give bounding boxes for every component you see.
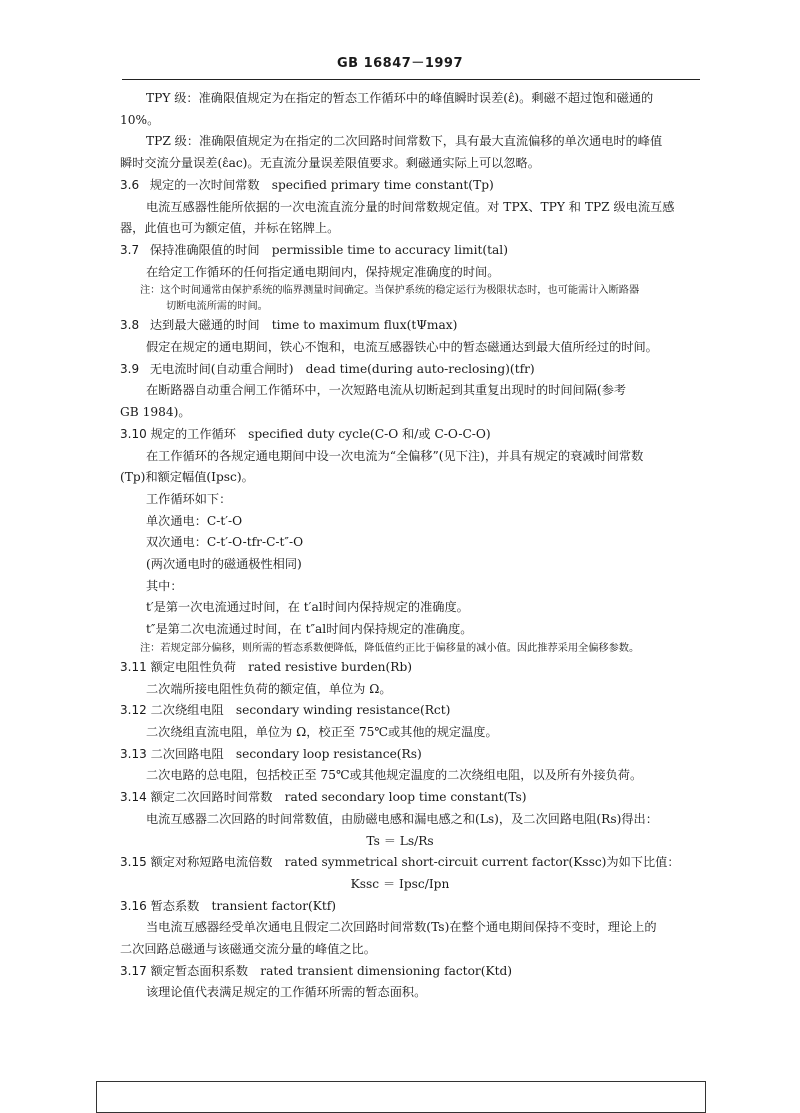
- body-line: [120, 597, 680, 619]
- body-line: [120, 554, 680, 576]
- note-block-1: [120, 283, 680, 315]
- body-text: 10%。: [120, 112, 160, 127]
- section-title: 规定的一次时间常数 specified primary time constant(Tp): [149, 177, 494, 192]
- body-text: TPY 级：准确限值规定为在指定的暂态工作循环中的峰值瞬时误差(ε̂)。剩磁不超过饱和磁通的: [146, 91, 654, 105]
- section-number: 3.11: [120, 659, 147, 674]
- body-line: [120, 722, 680, 744]
- body-line: [120, 88, 680, 110]
- block-5: [120, 896, 680, 1005]
- body-text: 单次通电：C-t′-O: [146, 513, 243, 528]
- body-text: 电流互感器性能所依据的一次电流直流分量的时间常数规定值。对 TPX、TPY 和 TPZ 级电流互感: [146, 199, 675, 214]
- section-title: 暂态系数 transient factor(Ktf): [150, 898, 337, 913]
- note-line: 切断电流所需的时间。: [166, 301, 268, 313]
- body-text: 其中：: [146, 578, 183, 593]
- body-text: 当电流互感器经受单次通电且假定二次回路时间常数(Ts)在整个通电期间保持不变时，理论上的: [146, 920, 657, 935]
- body-text: (Tp)和额定幅值(Ipsc)。: [120, 470, 254, 485]
- block-4: [120, 852, 680, 874]
- body-line: [120, 337, 680, 359]
- block-1: [120, 88, 680, 283]
- section-heading: [120, 657, 680, 679]
- formula-ts: Ts ＝ Ls/Rs: [366, 833, 434, 848]
- body-text: t′是第一次电流通过时间，在 t′al时间内保持规定的准确度。: [146, 600, 469, 615]
- section-heading: [120, 787, 680, 809]
- section-heading: [120, 175, 680, 197]
- body-text: (两次通电时的磁通极性相同): [146, 557, 302, 572]
- body-text: t″是第二次电流通过时间，在 t″al时间内保持规定的准确度。: [146, 622, 473, 637]
- body-text: 二次电路的总电阻，包括校正至 75℃或其他规定温度的二次绕组电阻，以及所有外接负荷。: [146, 768, 643, 783]
- section-title: 保持准确限值的时间 permissible time to accuracy limit(tal): [149, 242, 508, 257]
- section-heading: [120, 700, 680, 722]
- section-title: 额定二次回路时间常数 rated secondary loop time constant(Ts): [150, 790, 527, 805]
- body-line: [120, 380, 680, 402]
- section-heading: [120, 852, 680, 874]
- section-number: 3.6: [120, 177, 140, 192]
- section-title: 额定暂态面积系数 rated transient dimensioning factor(Ktd): [150, 963, 513, 978]
- section-heading: [120, 961, 680, 983]
- body-text: 工作循环如下：: [146, 491, 232, 506]
- section-heading: [120, 896, 680, 918]
- section-heading: [120, 744, 680, 766]
- block-3: [120, 657, 680, 831]
- body-line: [120, 619, 680, 641]
- body-text: 在工作循环的各规定通电期间中设一次电流为“全偏移”(见下注)，并具有规定的衰减时间常数: [146, 448, 644, 463]
- body-line: [120, 917, 680, 939]
- body-text: 在断路器自动重合闸工作循环中，一次短路电流从切断起到其重复出现时的时间间隔(参考: [146, 383, 627, 398]
- body-text: 二次回路总磁通与该磁通交流分量的峰值之比。: [120, 942, 376, 957]
- block-2: [120, 315, 680, 641]
- body-line: [120, 218, 680, 240]
- section-number: 3.7: [120, 242, 140, 257]
- body-text: 二次绕组直流电阻，单位为 Ω，校正至 75℃或其他的规定温度。: [146, 724, 498, 739]
- section-title: 额定电阻性负荷 rated resistive burden(Rb): [150, 659, 413, 674]
- body-line: [120, 809, 680, 831]
- body-line: [120, 511, 680, 533]
- section-number: 3.10: [120, 426, 147, 441]
- section-number: 3.13: [120, 746, 147, 761]
- section-title: 无电流时间(自动重合闸时) dead time(during auto-reclosing)(tfr): [149, 361, 535, 376]
- body-text: 该理论值代表满足规定的工作循环所需的暂态面积。: [146, 985, 427, 1000]
- body-line: [120, 467, 680, 489]
- body-line: [120, 765, 680, 787]
- body-line: [120, 446, 680, 468]
- body-line: [120, 679, 680, 701]
- body-line: [120, 576, 680, 598]
- body-text: 二次端所接电阻性负荷的额定值，单位为 Ω。: [146, 681, 392, 696]
- body-text: GB 1984)。: [120, 405, 191, 420]
- body-text: 电流互感器二次回路的时间常数值，由励磁电感和漏电感之和(Ls)，及二次回路电阻(Rs)得出：: [146, 811, 658, 826]
- body-line: [120, 939, 680, 961]
- section-title: 达到最大磁通的时间 time to maximum flux(tΨmax): [149, 318, 458, 333]
- body-line: [120, 131, 680, 153]
- section-title: 规定的工作循环 specified duty cycle(C-O 和/或 C-O-C-O): [150, 426, 491, 441]
- section-heading: [120, 315, 680, 337]
- section-number: 3.9: [120, 361, 140, 376]
- formula-kssc: Kssc ＝ Ipsc/Ipn: [350, 876, 450, 891]
- standard-code-header: GB 16847－1997: [336, 56, 463, 71]
- section-number: 3.15: [120, 855, 147, 870]
- body-line: [120, 532, 680, 554]
- body-line: [120, 262, 680, 284]
- body-line: [120, 110, 680, 132]
- section-heading: [120, 359, 680, 381]
- body-line: [120, 153, 680, 175]
- section-title: 二次回路电阻 secondary loop resistance(Rs): [150, 746, 422, 761]
- document-body: [120, 88, 680, 1004]
- body-text: TPZ 级：准确限值规定为在指定的二次回路时间常数下，具有最大直流偏移的单次通电时的峰值: [146, 134, 663, 149]
- page-bottom-frame: [96, 1081, 706, 1113]
- section-number: 3.8: [120, 318, 140, 333]
- body-text: 在给定工作循环的任何指定通电期间内，保持规定准确度的时间。: [146, 264, 500, 279]
- header-rule: [122, 79, 700, 80]
- note-line: 注：若规定部分偏移，则所需的暂态系数便降低，降低值约正比于偏移量的减小值。因此推荐采用全偏移参数。: [140, 642, 640, 654]
- body-text: 器，此值也可为额定值，并标在铭牌上。: [120, 221, 340, 236]
- section-number: 3.12: [120, 703, 147, 718]
- section-number: 3.17: [120, 963, 147, 978]
- body-line: [120, 197, 680, 219]
- body-text: 瞬时交流分量误差(ε̂ac)。无直流分量误差限值要求。剩磁通实际上可以忽略。: [120, 156, 540, 171]
- note-block-2: [120, 641, 680, 657]
- note-line: 注：这个时间通常由保护系统的临界测量时间确定。当保护系统的稳定运行为极限状态时，也可能需计入断路器: [140, 285, 640, 297]
- section-title: 额定对称短路电流倍数 rated symmetrical short-circuit current factor(Kssc)为如下比值：: [150, 855, 680, 870]
- body-line: [120, 489, 680, 511]
- body-line: [120, 982, 680, 1004]
- body-text: 假定在规定的通电期间，铁心不饱和，电流互感器铁心中的暂态磁通达到最大值所经过的时间。: [146, 340, 658, 355]
- section-number: 3.16: [120, 898, 147, 913]
- body-line: [120, 402, 680, 424]
- section-heading: [120, 424, 680, 446]
- section-heading: [120, 240, 680, 262]
- section-number: 3.14: [120, 790, 147, 805]
- section-title: 二次绕组电阻 secondary winding resistance(Rct): [150, 703, 451, 718]
- body-text: 双次通电：C-t′-O-tfr-C-t″-O: [146, 535, 304, 550]
